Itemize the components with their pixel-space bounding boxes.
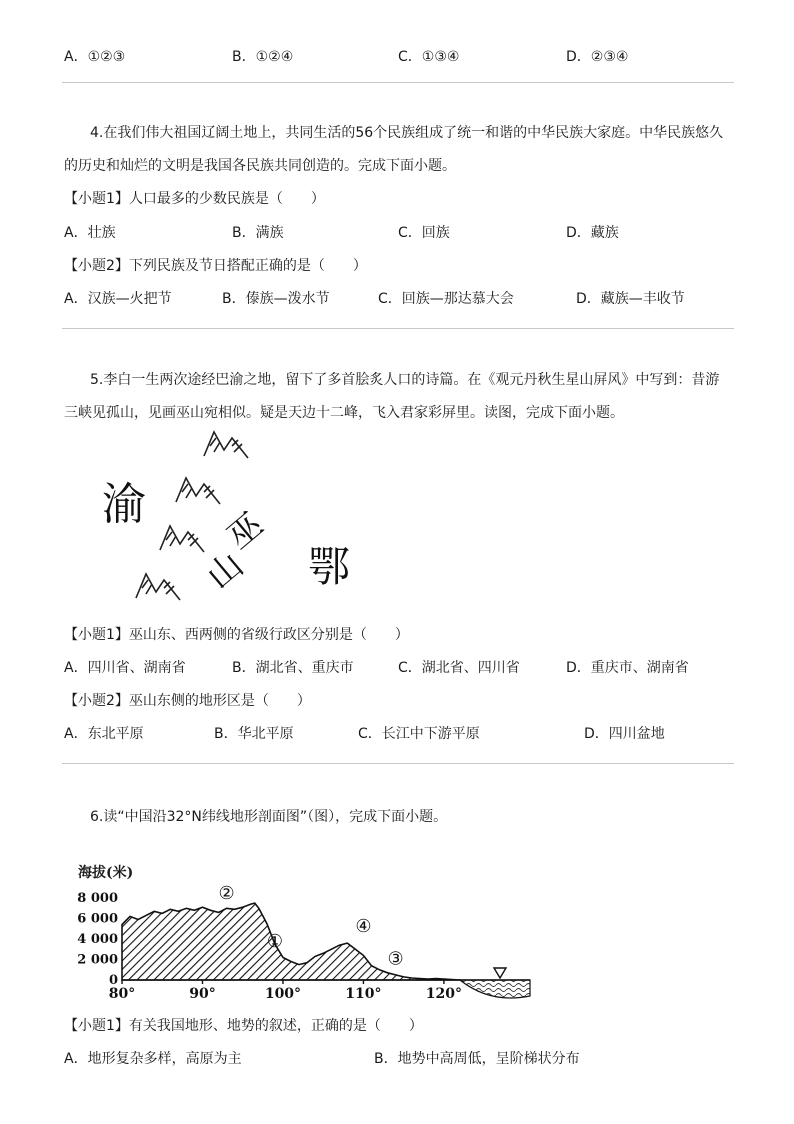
q5-sub2-option-a: A．东北平原 bbox=[64, 726, 144, 742]
wushan-map bbox=[96, 422, 366, 612]
q4-sub1-option-a: A．壮族 bbox=[64, 225, 116, 241]
x-tick-label: 90° bbox=[189, 986, 216, 1002]
q5-stem: 5.李白一生两次途经巴渝之地，留下了多首脍炙人口的诗篇。在《观元丹秋生星山屏风》中写到：昔游三峡见孤山，见画巫山宛相似。疑是天边十二峰，飞入君家彩屏里。读图，完成下面小题。 bbox=[64, 372, 720, 421]
q4-sub1-option-b: B．满族 bbox=[232, 225, 284, 241]
q3-option-d: D．②③④ bbox=[566, 49, 629, 65]
mountain-icon bbox=[176, 478, 220, 504]
q5-sub2-option-d: D．四川盆地 bbox=[584, 726, 665, 742]
terrain-profile-area bbox=[122, 903, 460, 980]
profile-marker-label: ① bbox=[266, 931, 283, 953]
q4-sub2-option-d: D．藏族—丰收节 bbox=[576, 291, 685, 307]
q6-sub1-option-a: A．地形复杂多样，高原为主 bbox=[64, 1051, 242, 1067]
q4-sub2-option-c: C．回族—那达慕大会 bbox=[378, 291, 514, 307]
map-label-e: 鄂 bbox=[308, 542, 351, 591]
y-tick-label: 2 000 bbox=[77, 952, 118, 968]
q4-sub1-question: 【小题1】人口最多的少数民族是（ ） bbox=[64, 191, 325, 207]
q5-sub2-option-b: B．华北平原 bbox=[214, 726, 294, 742]
q4-stem: 4.在我们伟大祖国辽阔土地上，共同生活的56个民族组成了统一和谐的中华民族大家庭。中华民族悠久的历史和灿烂的文明是我国各民族共同创造的。完成下面小题。 bbox=[64, 125, 724, 174]
terrain-profile-chart bbox=[76, 862, 532, 1008]
mountain-icon bbox=[136, 574, 180, 600]
y-tick-label: 0 bbox=[108, 973, 118, 988]
divider bbox=[62, 763, 734, 764]
q4-sub1-option-d: D．藏族 bbox=[566, 225, 619, 241]
q4-sub2-question: 【小题2】下列民族及节日搭配正确的是（ ） bbox=[64, 258, 367, 274]
profile-marker-label: ④ bbox=[355, 915, 372, 937]
map-label-yu: 渝 bbox=[102, 479, 146, 530]
mountain-icon bbox=[204, 432, 248, 458]
x-tick-label: 120° bbox=[425, 986, 463, 1002]
divider bbox=[62, 82, 734, 83]
sea-level-marker-icon bbox=[494, 968, 506, 978]
x-tick-label: 100° bbox=[264, 986, 302, 1002]
q5-sub2-question: 【小题2】巫山东侧的地形区是（ ） bbox=[64, 693, 311, 709]
divider bbox=[62, 328, 734, 329]
profile-marker-label: ② bbox=[218, 883, 235, 905]
y-axis-label: 海拔(米) bbox=[78, 865, 134, 881]
q5-sub2-option-c: C．长江中下游平原 bbox=[358, 726, 480, 742]
y-tick-label: 8 000 bbox=[77, 891, 118, 906]
x-tick-label: 80° bbox=[108, 986, 136, 1002]
map-label-shan: 山 bbox=[199, 544, 252, 598]
map-label-wu: 巫 bbox=[219, 504, 272, 558]
mountain-icon bbox=[160, 526, 204, 552]
q4-sub1-option-c: C．回族 bbox=[398, 225, 450, 241]
profile-marker-label: ③ bbox=[387, 948, 404, 970]
q4-sub2-option-b: B．傣族—泼水节 bbox=[222, 291, 330, 307]
q5-sub1-option-d: D．重庆市、湖南省 bbox=[566, 660, 689, 676]
profile-svg bbox=[76, 862, 532, 1008]
sea-area bbox=[460, 980, 530, 998]
q3-option-a: A．①②③ bbox=[64, 49, 126, 65]
q5-sub1-option-b: B．湖北省、重庆市 bbox=[232, 660, 354, 676]
q6-sub1-question: 【小题1】有关我国地形、地势的叙述，正确的是（ ） bbox=[64, 1018, 423, 1034]
q3-option-c: C．①③④ bbox=[398, 49, 460, 65]
q6-sub1-option-b: B．地势中高周低，呈阶梯状分布 bbox=[374, 1051, 580, 1067]
q5-sub1-question: 【小题1】巫山东、西两侧的省级行政区分别是（ ） bbox=[64, 627, 409, 643]
y-tick-label: 6 000 bbox=[77, 911, 118, 927]
q5-sub1-option-c: C．湖北省、四川省 bbox=[398, 660, 520, 676]
q4-sub2-option-a: A．汉族—火把节 bbox=[64, 291, 172, 307]
x-tick-label: 110° bbox=[345, 986, 382, 1002]
q3-option-b: B．①②④ bbox=[232, 49, 294, 65]
q5-sub1-option-a: A．四川省、湖南省 bbox=[64, 660, 186, 676]
q6-stem: 6.读“中国沿32°N纬线地形剖面图”（图），完成下面小题。 bbox=[90, 809, 448, 825]
y-tick-label: 4 000 bbox=[77, 932, 118, 947]
